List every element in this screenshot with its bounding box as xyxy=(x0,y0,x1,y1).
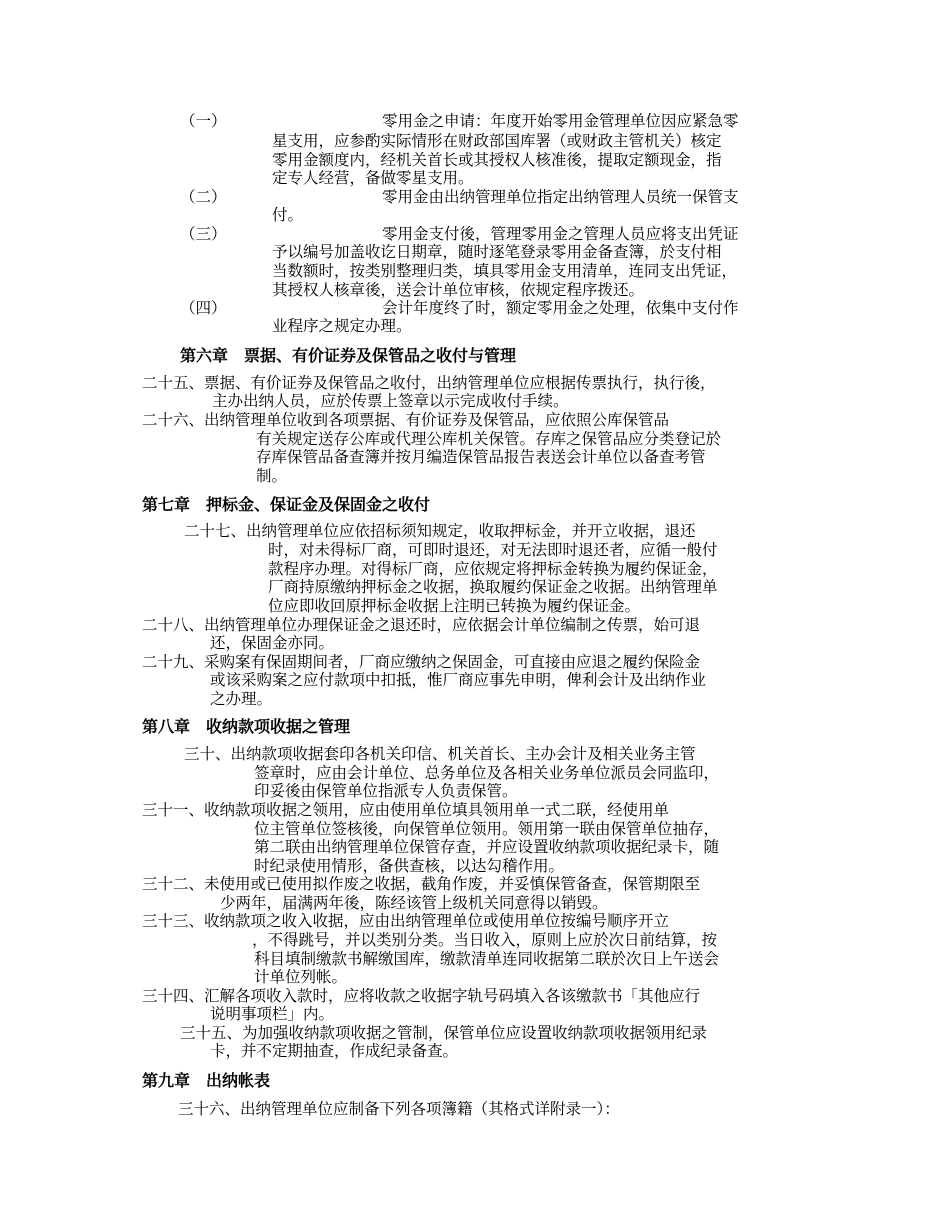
article-31-line-1: 三十一、收纳款项收据之领用，应由使用单位填具领用单一式二联，经使用单 xyxy=(142,801,670,819)
article-32-line-2: 少两年，届满两年後，陈经该管上级机关同意得以销毁。 xyxy=(220,894,608,912)
article-34-line-2: 说明事项栏」内。 xyxy=(210,1005,335,1023)
item-3-line-2: 予以编号加盖收讫日期章，随时逐笔登录零用金备查簿，於支付相 xyxy=(272,243,722,261)
article-31-line-3: 第二联由出纳管理单位保管存查，并应设置收纳款项收据纪录卡，随 xyxy=(254,838,720,856)
item-1-line-2: 星支用，应参酌实际情形在财政部国库署（或财政主管机关）核定 xyxy=(272,132,722,150)
article-28-line-2: 还，保固金亦同。 xyxy=(210,634,335,652)
article-36-line-1: 三十六、出纳管理单位应制备下列各项簿籍（其格式详附录一）： xyxy=(178,1100,620,1118)
item-2-line-1: 零用金由出纳管理单位指定出纳管理人员统一保管支 xyxy=(382,188,739,206)
article-33-line-2: ，不得跳号，并以类别分类。当日收入，原则上应於次日前结算，按 xyxy=(252,931,718,949)
article-33-line-3: 科目填制缴款书解缴国库，缴款清单连同收据第二联於次日上午送会 xyxy=(254,950,720,968)
article-29-line-2: 或该采购案之应付款项中扣抵，惟厂商应事先申明，俾利会计及出纳作业 xyxy=(210,671,707,689)
article-34-line-1: 三十四、汇解各项收入款时，应将收款之收据字轨号码填入各该缴款书「其他应行 xyxy=(142,987,701,1005)
article-27-line-3: 款程序办理。对得标厂商，应依规定将押标金转换为履约保证金， xyxy=(268,560,718,578)
item-2-number: （二） xyxy=(180,188,227,206)
article-33-line-4: 计单位列帐。 xyxy=(254,968,348,986)
item-3-line-1: 零用金支付後，管理零用金之管理人员应将支出凭证 xyxy=(382,225,739,243)
article-29-line-1: 二十九、采购案有保固期间者，厂商应缴纳之保固金，可直接由应退之履约保险金 xyxy=(142,653,701,671)
item-2-line-2: 付。 xyxy=(272,206,304,224)
article-30-line-3: 印妥後由保管单位指派专人负责保管。 xyxy=(254,782,518,800)
article-30-line-2: 签章时，应由会计单位、总务单位及各相关业务单位派员会同监印， xyxy=(254,764,720,782)
article-27-line-2: 时，对未得标厂商，可即时退还，对无法即时退还者，应循一般付 xyxy=(268,541,718,559)
item-1-number: （一） xyxy=(180,112,227,130)
item-4-line-2: 业程序之规定办理。 xyxy=(272,317,412,335)
article-27-line-4: 厂商持原缴纳押标金之收据，换取履约保证金之收据。出纳管理单 xyxy=(268,578,718,596)
item-3-line-4: 其授权人核章後，送会计单位审核，依规定程序拨还。 xyxy=(272,281,645,299)
article-33-line-1: 三十三、收纳款项之收入收据，应由出纳管理单位或使用单位按编号顺序开立 xyxy=(142,912,670,930)
article-25-line-1: 二十五、票据、有价证券及保管品之收付，出纳管理单位应根据传票执行，执行後， xyxy=(142,374,716,392)
article-31-line-4: 时纪录使用情形，备供查核，以达勾稽作用。 xyxy=(254,857,565,875)
chapter-9-heading: 第九章 出纳帐表 xyxy=(142,1071,271,1090)
article-28-line-1: 二十八、出纳管理单位办理保证金之退还时，应依据会计单位编制之传票，始可退 xyxy=(142,616,701,634)
item-4-number: （四） xyxy=(180,299,227,317)
item-1-line-4: 定专人经营，备做零星支用。 xyxy=(272,169,474,187)
article-26-line-3: 存库保管品备查簿并按月编造保管品报告表送会计单位以备查考管 xyxy=(256,448,706,466)
article-35-line-1: 三十五、为加强收纳款项收据之管制，保管单位应设置收纳款项收据领用纪录 xyxy=(180,1024,708,1042)
item-1-line-1: 零用金之申请：年度开始零用金管理单位因应紧急零 xyxy=(382,112,739,130)
item-1-line-3: 零用金额度内，经机关首长或其授权人核准後，提取定额现金，指 xyxy=(272,151,722,169)
article-32-line-1: 三十二、未使用或已使用拟作废之收据，截角作废，并妥慎保管备查，保管期限至 xyxy=(142,875,701,893)
item-3-line-3: 当数额时，按类别整理归类，填具零用金支用清单，连同支出凭证， xyxy=(272,262,738,280)
chapter-8-heading: 第八章 收纳款项收据之管理 xyxy=(142,717,351,736)
item-3-number: （三） xyxy=(180,225,227,243)
article-26-line-1: 二十六、出纳管理单位收到各项票据、有价证券及保管品，应依照公库保管品 xyxy=(142,411,670,429)
article-26-line-2: 有关规定送存公库或代理公库机关保管。存库之保管品应分类登记於 xyxy=(256,430,722,448)
article-26-line-4: 制。 xyxy=(256,467,288,485)
article-31-line-2: 位主管单位签核後，向保管单位领用。领用第一联由保管单位抽存， xyxy=(254,820,720,838)
chapter-7-heading: 第七章 押标金、保证金及保固金之收付 xyxy=(142,495,431,514)
article-29-line-3: 之办理。 xyxy=(210,690,273,708)
article-30-line-1: 三十、出纳款项收据套印各机关印信、机关首长、主办会计及相关业务主管 xyxy=(184,745,696,763)
article-27-line-1: 二十七、出纳管理单位应依招标须知规定，收取押标金，并开立收据，退还 xyxy=(184,522,696,540)
article-27-line-5: 位应即收回原押标金收据上注明已转换为履约保证金。 xyxy=(268,597,641,615)
article-25-line-2: 主办出纳人员，应於传票上签章以示完成收付手续。 xyxy=(212,392,569,410)
item-4-line-1: 会计年度终了时，额定零用金之处理，依集中支付作 xyxy=(382,299,739,317)
article-35-line-2: 卡，并不定期抽查，作成纪录备查。 xyxy=(210,1042,459,1060)
chapter-6-heading: 第六章 票据、有价证券及保管品之收付与管理 xyxy=(180,346,517,365)
